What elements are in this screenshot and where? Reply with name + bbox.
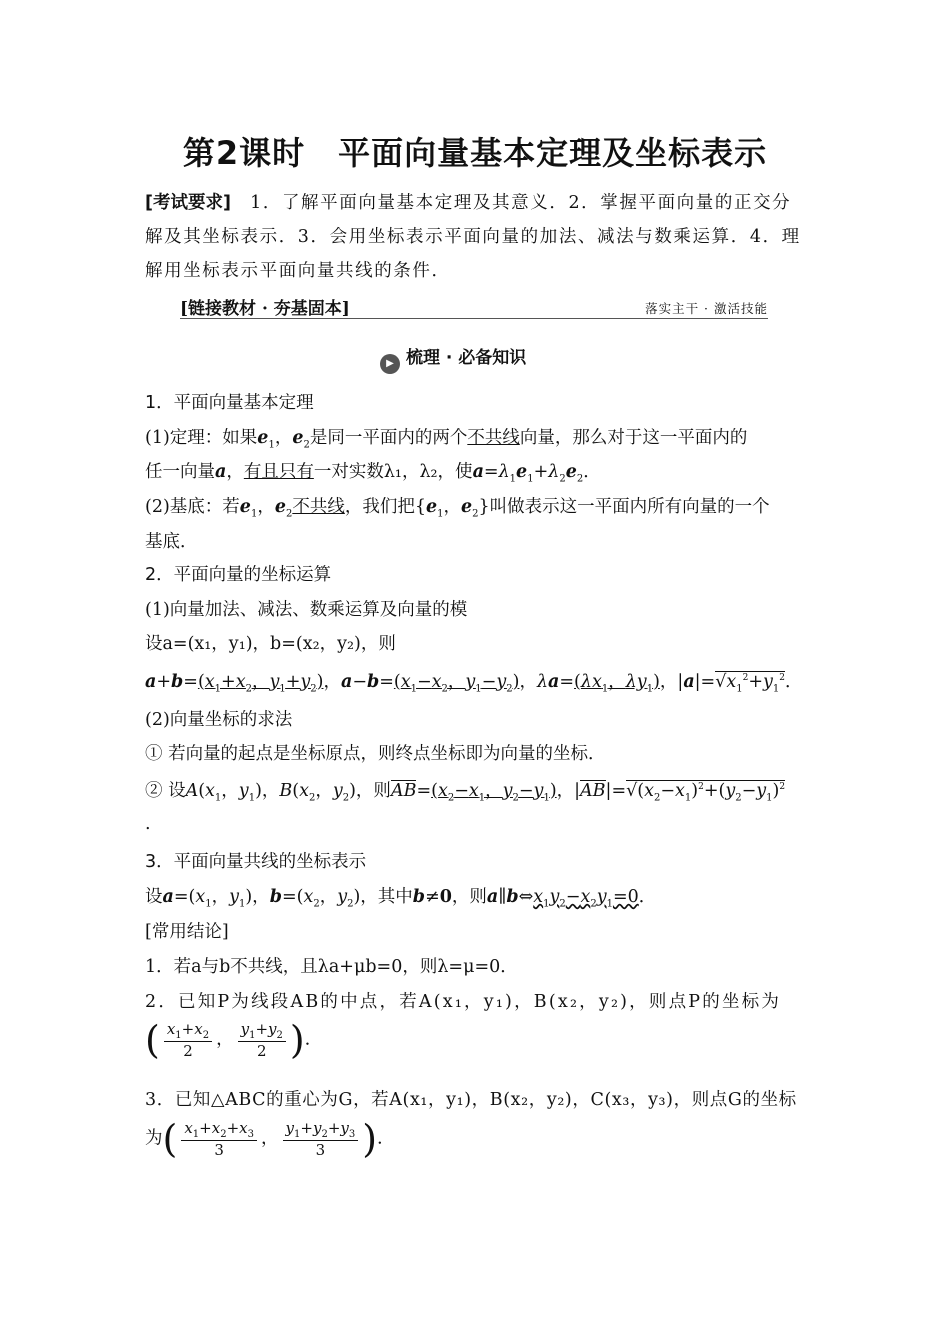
coord-subheading: (2)向量坐标的求法 [145,710,293,730]
banner-right-label: 落实主干 · 激活技能 [645,301,768,316]
page-title: 第2课时 平面向量基本定理及坐标表示 [182,134,768,172]
theorem-line-2: 任一向量a，有且只有一对实数λ₁，λ₂，使$a=\lambda_1e_1+\lambda_2e_2$． [145,462,601,485]
theorem-line-1: (1)定理：如果$e_1$，$e_2$是同一平面内的两个不共线向量，那么对于这一平面内的 [145,428,748,451]
ops-formulas: $a+b=(x_1+x_2$，$y_1+y_2$)，$a-b=(x_1-x_2$，$y_1-y_2$)，$\lambda a=(\lambda x_1$，$\lambda y_1$)，$|a|=√x_1^2+y_1^2$． [145,672,803,695]
common-conclusions-label: [常用结论] [145,922,229,942]
exam-requirements [145,186,810,288]
conclusion-1: 1．若a与b不共线，且λa+μb=0，则λ=μ=0． [145,957,518,977]
ops-setup: 设a=(x₁，y₁)，b=(x₂，y₂)，则 [145,634,396,654]
requirements-text: 1．了解平面向量基本定理及其意义．2．掌握平面向量的正交分解及其坐标表示．3．会用坐标表示平面向量的加法、减法与数乘运算．4．理解用坐标表示平面向量共线的条件． [145,193,801,281]
play-icon: ▶ [380,354,400,374]
conclusion-3: 3．已知△ABC的重心为G，若A(x₁，y₁)，B(x₂，y₂)，C(x₃，y₃)，则点G的坐标 [145,1090,797,1110]
conclusion-2: 2．已知P为线段AB的中点，若A(x₁，y₁)，B(x₂，y₂)，则点P的坐标为 [145,992,782,1012]
section-2-heading: 2．平面向量的坐标运算 [145,565,332,585]
coord-rule-2: ② 设$A(x_1$，$y_1$)，$B(x_2$，$y_2$)，则$AB=(x_2-x_1$，$y_2-y_1$)，$|AB|=√(x_2-x_1)^2+(y_2-y_1)^2$ [145,781,786,804]
centroid-formula: 为( $\frac{x_1+x_2+x_3}{3}$ ， $\frac{y_1+y_2+y_3}{3}$ )． [145,1117,395,1161]
period-mark: . [145,814,151,834]
subheading [380,343,526,374]
coord-rule-1: ① 若向量的起点是坐标原点，则终点坐标即为向量的坐标． [145,744,606,764]
section-1-heading: 1．平面向量基本定理 [145,393,314,413]
basis-line-1: (2)基底：若$e_1$，$e_2$不共线，我们把{$e_1$，$e_2$}叫做表示这一平面内所有向量的一个 [145,497,770,520]
section-banner [180,292,768,319]
ops-subheading: (1)向量加法、减法、数乘运算及向量的模 [145,600,468,620]
basis-line-2: 基底． [145,532,198,552]
requirements-label: [考试要求] [145,193,231,213]
midpoint-formula: ( $\frac{x_1+x_2}{2}$ ， $\frac{y_1+y_2}{2}$ )． [145,1018,323,1062]
section-3-heading: 3．平面向量共线的坐标表示 [145,852,367,872]
subheading-text: 梳理 · 必备知识 [406,348,527,368]
banner-left-label: [链接教材 · 夯基固本] [180,299,350,319]
collinear-condition: 设$a=(x_1$，$y_1$)，$b=(x_2$，$y_2$)，其中b≠0，则$a\parallel b\Leftrightarrow x_1y_2-x_2y_1=0$． [145,887,657,910]
